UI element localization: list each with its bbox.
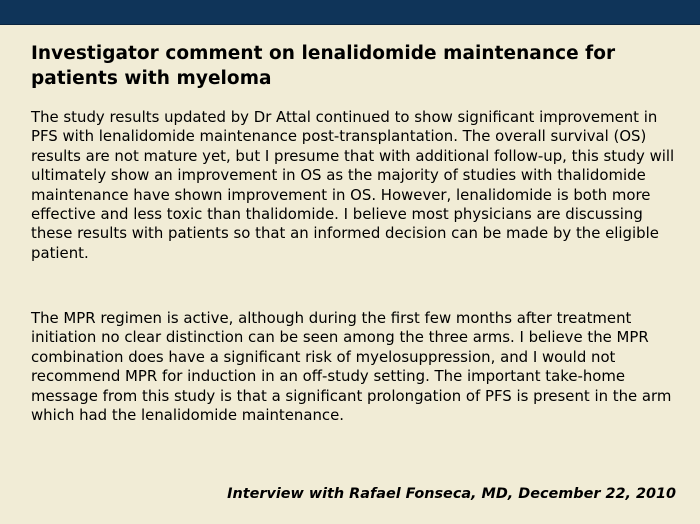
paragraph-2: The MPR regimen is active, although during the first few months after treatment initiation no clear distinction can be seen among the three arms. I believe the MPR combination does have a significant risk of myelosuppression, and I would not recommend MPR for induction in an off-study setting. The important take-home message from this study is that a significant prolongation of PFS is present in the arm which had the lenalidomide maintenance.	[31, 309, 672, 425]
header-bar	[0, 0, 700, 25]
paragraph-1: The study results updated by Dr Attal continued to show significant improvement in PFS with lenalidomide maintenance post-transplantation. The overall survival (OS) results are not mature yet, but I presume that with additional follow-up, this study will ultimately show an improvement in OS as the majority of studies with thalidomide maintenance have shown improvement in OS. However, lenalidomide is both more effective and less toxic than thalidomide. I believe most physicians are discussing these results with patients so that an informed decision can be made by the eligible patient.	[31, 108, 675, 262]
slide-title: Investigator comment on lenalidomide maintenance for patients with myeloma	[31, 43, 616, 89]
attribution-line: Interview with Rafael Fonseca, MD, December 22, 2010	[227, 486, 676, 502]
slide-content	[0, 24, 700, 524]
